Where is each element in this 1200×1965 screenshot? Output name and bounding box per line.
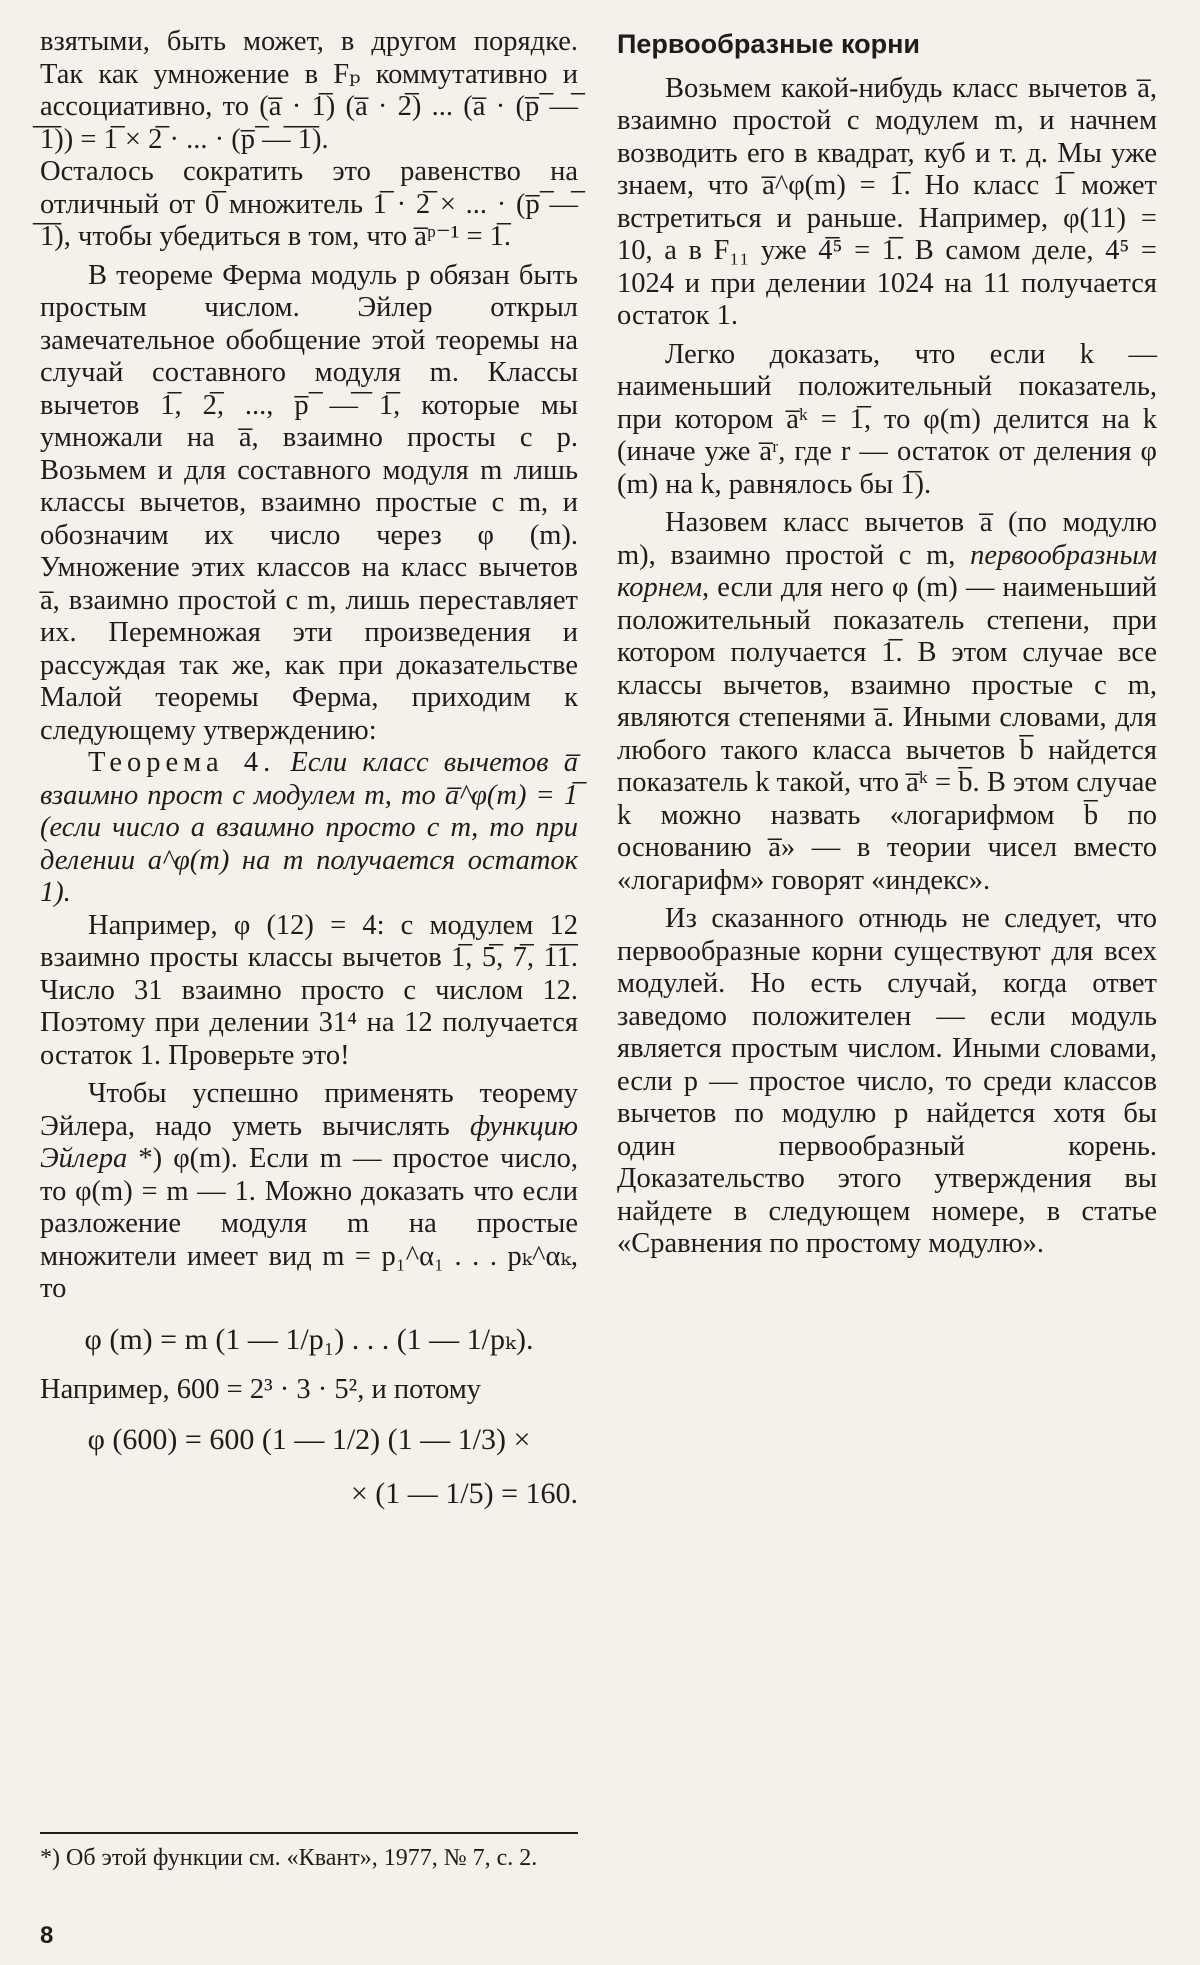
theorem-4 bbox=[40, 747, 578, 910]
formula-phi-600-cont: × (1 — 1/5) = 160. bbox=[350, 1477, 578, 1510]
euler-function-intro: Чтобы успешно применять теорему Эйлера, надо уметь вычислять bbox=[40, 1078, 578, 1142]
primitive-root-rest: , если для него φ (m) — наименьший положительный показатель степени, при котором получается 1̅. В этом случае все классы вычетов, взаимно простые с m, являются степенями a̅. Иными словами, для любого такого класса вычетов b̅ найдется показатель k такой, что a̅ᵏ = b̅. В этом случае k можно назвать «логарифмом b̅ по основанию a̅» — в теории чисел вместо «логарифм» говорят «индекс». bbox=[617, 572, 1157, 896]
formula-phi-600: φ (600) = 600 (1 — 1/2) (1 — 1/3) × bbox=[87, 1423, 531, 1456]
paragraph-prime-modulus: Из сказанного отнюдь не следует, что первообразные корни существуют для всех модулей. Но есть случай, когда ответ заведомо положителен — если модуль является простым числом. Иными словами, если p — простое число, то среди классов вычетов по модулю p найдется хотя бы один первообразный корень. Доказательство этого утверждения вы найдете в следующем номере, в статье «Сравнения по простому модулю». bbox=[617, 903, 1157, 1259]
euler-function-rest: *) φ(m). Если m — простое число, то φ(m) = m — 1. Можно доказать что если разложение модуля m на простые множители имеет вид m = p₁^α₁ . . . pₖ^αₖ, то bbox=[40, 1143, 579, 1304]
paragraph-powers: Возьмем какой-нибудь класс вычетов a̅, взаимно простой с модулем m, и начнем возводить его в квадрат, куб и т. д. Мы уже знаем, что a̅^φ(m) = 1̅. Но класс 1̅ может встретиться и раньше. Например, φ(11) = 10, а в F₁₁ уже 4̅⁵ = 1̅. В самом деле, 4⁵ = 1024 и при делении 1024 на 11 получается остаток 1. bbox=[617, 72, 1157, 331]
footnote: *) Об этой функции см. «Квант», 1977, № 7, с. 2. bbox=[40, 1845, 538, 1871]
theorem-label: Теорема 4. bbox=[88, 747, 276, 778]
primitive-root-term: первообразным корнем bbox=[617, 539, 1158, 603]
right-column bbox=[617, 26, 1157, 1261]
euler-function-term: функцию Эйлера bbox=[40, 1110, 578, 1174]
paragraph-example-600: Например, 600 = 2³ · 3 · 5², и потому bbox=[40, 1373, 482, 1405]
paragraph-example-12: Например, φ (12) = 4: с модулем 12 взаимно просты классы вычетов 1̅, 5̅, 7̅, 1̅1̅. Число 31 взаимно просто с числом 12. Поэтому при делении 31⁴ на 12 получается остаток 1. Проверьте это! bbox=[40, 909, 578, 1071]
theorem-text: Если класс вычетов a̅ взаимно прост с модулем m, то a̅^φ(m) = 1̅ (если число a взаимно просто с m, то при делении a^φ(m) на m получается остаток 1). bbox=[40, 747, 578, 908]
page-number: 8 bbox=[40, 1922, 54, 1949]
section-heading: Первообразные корни bbox=[617, 29, 921, 59]
primitive-root-intro: Назовем класс вычетов a̅ (по модулю m), взаимно простой с m, bbox=[617, 507, 1157, 571]
paragraph-order-divides: Легко доказать, что если k — наименьший положительный показатель, при котором a̅ᵏ = 1̅, то φ(m) делится на k (иначе уже a̅ʳ, где r — остаток от деления φ (m) на k, равнялось бы 1̅). bbox=[617, 338, 1157, 500]
paragraph-primitive-root-def bbox=[617, 507, 1157, 897]
paragraph-euler-generalization: В теореме Ферма модуль p обязан быть простым числом. Эйлер открыл замечательное обобщение этой теоремы на случай составного модуля m. Классы вычетов 1̅, 2̅, ..., p̅ ̅—̅ ̅1̅, которые мы умножали на a̅, взаимно просты с p. Возьмем и для составного модуля m лишь классы вычетов, взаимно простые с m, и обозначим их число через φ (m). Умножение этих классов на класс вычетов a̅, взаимно простой с m, лишь переставляет их. Перемножая эти произведения и рассуждая так же, как при доказательстве Малой теоремы Ферма, приходим к следующему утверждению: bbox=[40, 259, 578, 746]
paragraph-euler-function bbox=[40, 1078, 578, 1306]
footnote-divider bbox=[40, 1832, 578, 1834]
paragraph-euler-proof-end: взятыми, быть может, в другом порядке. Так как умножение в Fₚ коммутативно и ассоциативно, то (a̅ · 1̅) (a̅ · 2̅) ... (a̅ · (p̅ ̅—̅ ̅1̅)) = 1̅ × 2̅ · ... · (p̅ ̅—̅ ̅1̅). bbox=[40, 26, 578, 155]
formula-phi-product: φ (m) = m (1 — 1/p₁) . . . (1 — 1/pₖ). bbox=[84, 1322, 534, 1356]
paragraph-cancel: Осталось сократить это равенство на отличный от 0̅ множитель 1̅ · 2̅ × ... · (p̅ ̅—̅ ̅1̅), чтобы убедиться в том, что a̅ᵖ⁻¹ = 1̅. bbox=[40, 156, 578, 252]
left-column bbox=[40, 26, 578, 1528]
